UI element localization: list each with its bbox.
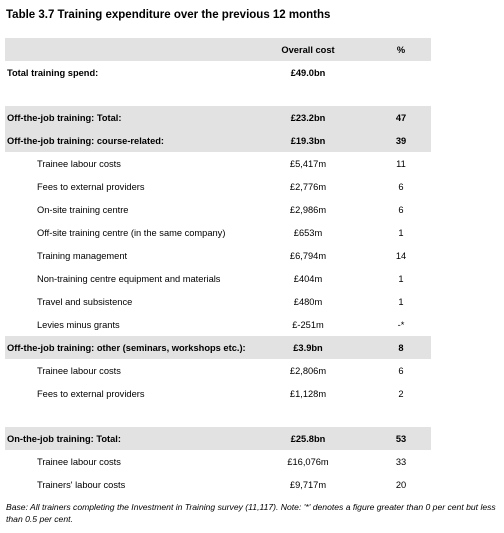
row-label: Travel and subsistence (37, 296, 133, 307)
table-row (5, 290, 431, 313)
row-percent: 2 (398, 388, 404, 399)
table-row (5, 175, 431, 198)
row-label: Total training spend: (7, 67, 99, 78)
row-label: Trainee labour costs (37, 456, 121, 467)
row-cost: £3.9bn (293, 342, 323, 353)
row-label: Off-the-job training: course-related: (7, 135, 165, 146)
row-label: Non-training centre equipment and materials (37, 273, 221, 284)
table-row (5, 267, 431, 290)
row-label: On-site training centre (37, 204, 129, 215)
row-cost: £2,806m (289, 365, 327, 376)
row-cost: £5,417m (289, 158, 327, 169)
table-row (5, 473, 431, 496)
table-row (5, 61, 431, 84)
table-row (5, 221, 431, 244)
table-row (5, 244, 431, 267)
spacer (5, 405, 431, 427)
row-percent: 8 (398, 342, 404, 353)
row-percent: -* (397, 319, 405, 330)
table-row (5, 427, 431, 450)
spacer (5, 84, 431, 106)
row-cost: £2,776m (289, 181, 327, 192)
row-cost: £2,986m (289, 204, 327, 215)
row-percent: 6 (398, 204, 404, 215)
row-label: On-the-job training: Total: (7, 433, 121, 444)
row-percent: 1 (398, 296, 404, 307)
table-row (5, 129, 431, 152)
row-percent: 1 (398, 273, 404, 284)
row-cost: £6,794m (289, 250, 327, 261)
row-label: Training management (37, 250, 128, 261)
row-cost: £9,717m (289, 479, 327, 490)
row-label: Off-the-job training: Total: (7, 112, 122, 123)
header-overall-cost: Overall cost (281, 44, 335, 55)
row-percent: 14 (395, 250, 407, 261)
row-cost: £23.2bn (290, 112, 326, 123)
row-percent: 47 (395, 112, 407, 123)
row-percent: 6 (398, 365, 404, 376)
table-row (5, 359, 431, 382)
row-cost: £1,128m (289, 388, 327, 399)
table-row (5, 313, 431, 336)
row-label: Trainee labour costs (37, 158, 121, 169)
base-note: Base: All trainers completing the Investment in Training survey (11,117). Note: '*' denotes a figure greater than 0 per cent but less than 0.5 per cent. (6, 502, 496, 524)
row-percent: 53 (395, 433, 407, 444)
row-percent: 39 (395, 135, 407, 146)
table-header-row (5, 38, 431, 61)
row-percent: 1 (398, 227, 404, 238)
table-row (5, 152, 431, 175)
row-cost: £-251m (292, 319, 324, 330)
row-percent: 6 (398, 181, 404, 192)
row-label: Levies minus grants (37, 319, 120, 330)
row-percent: 20 (395, 479, 407, 490)
row-label: Trainers' labour costs (37, 479, 126, 490)
row-cost: £19.3bn (290, 135, 326, 146)
row-cost: £49.0bn (290, 67, 326, 78)
row-percent: 11 (396, 158, 406, 169)
row-cost: £653m (293, 227, 323, 238)
header-percent: % (396, 44, 406, 55)
row-label: Off-the-job training: other (seminars, workshops etc.): (7, 342, 246, 353)
row-label: Off-site training centre (in the same company) (37, 227, 226, 238)
table-row (5, 198, 431, 221)
table-row (5, 336, 431, 359)
row-percent: 33 (395, 456, 407, 467)
row-label: Fees to external providers (37, 388, 145, 399)
table-row (5, 382, 431, 405)
table-row (5, 450, 431, 473)
row-label: Fees to external providers (37, 181, 145, 192)
table-row (5, 106, 431, 129)
row-label: Trainee labour costs (37, 365, 121, 376)
table-title: Table 3.7 Training expenditure over the previous 12 months (6, 9, 331, 21)
row-cost: £16,076m (287, 456, 329, 467)
training-expenditure-table (5, 38, 431, 496)
row-cost: £480m (293, 296, 323, 307)
row-cost: £404m (293, 273, 323, 284)
row-cost: £25.8bn (290, 433, 326, 444)
